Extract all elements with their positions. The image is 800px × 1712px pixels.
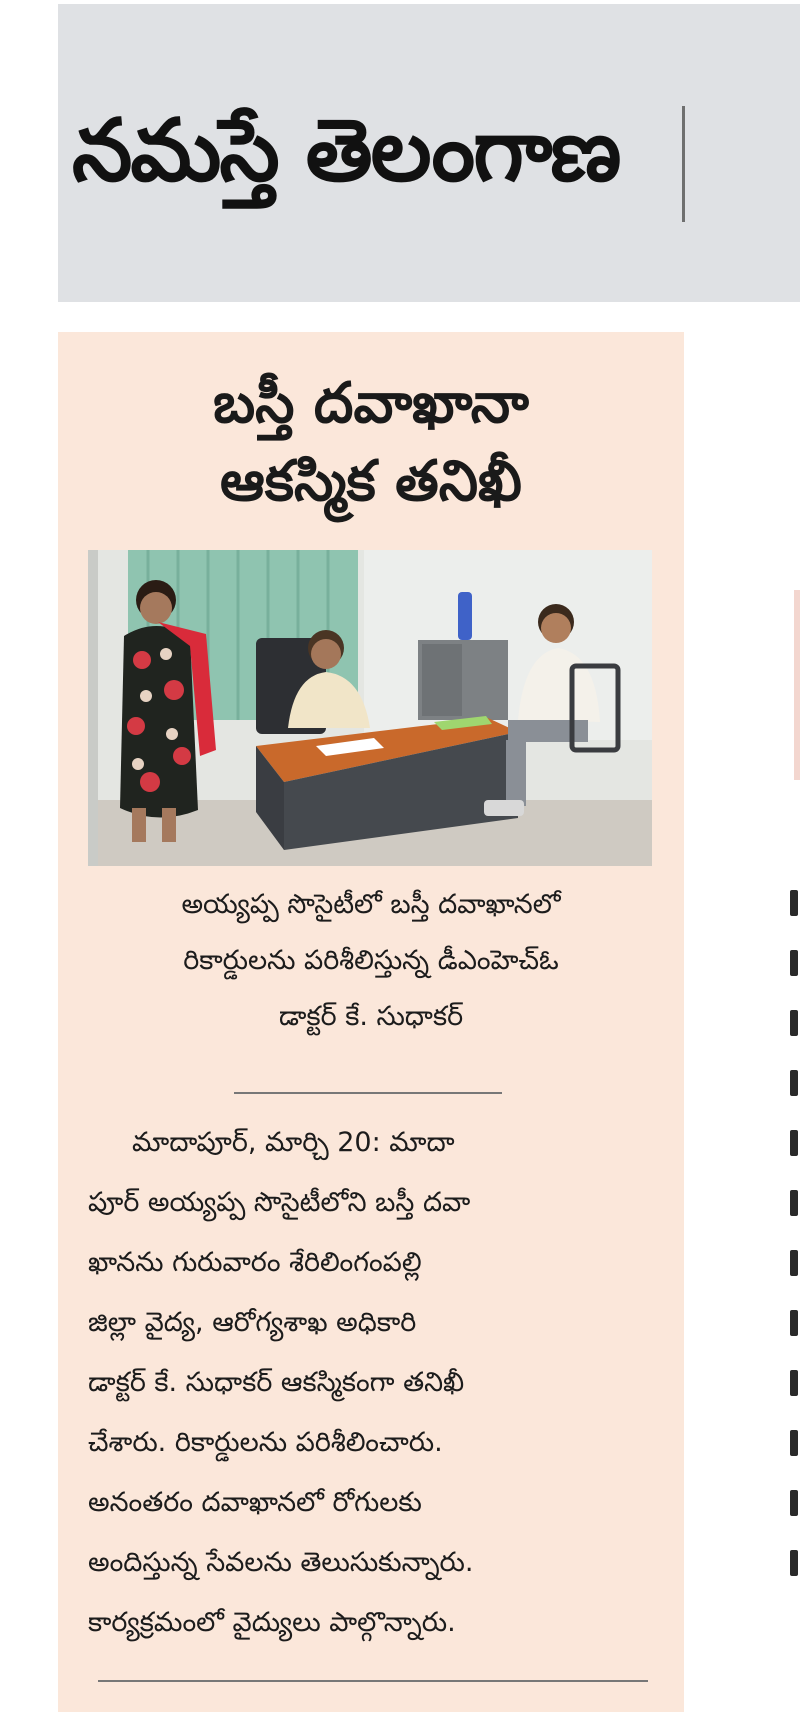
masthead-divider <box>682 106 685 222</box>
newspaper-title: నమస్తే తెలంగాణ <box>72 101 620 201</box>
body-line-3: ఖానను గురువారం శేరిలింగంపల్లి <box>88 1247 422 1278</box>
clinic-inspection-photo <box>88 550 652 866</box>
photo-caption-line-1: అయ్యప్ప సొసైటీలో బస్తీ దవాఖానలో <box>181 889 561 920</box>
article-photo <box>88 550 652 866</box>
headline-line-1: బస్తీ దవాఖానా <box>213 371 529 436</box>
body-line-4: జిల్లా వైద్య, ఆరోగ్యశాఖ అధికారి <box>88 1307 417 1338</box>
body-line-2: పూర్ అయ్యప్ప సొసైటీలోని బస్తీ దవా <box>88 1187 471 1218</box>
article-end-divider <box>98 1680 648 1682</box>
adjacent-column-accent <box>794 590 800 780</box>
headline-line-2: ఆకస్మిక తనిఖీ <box>220 449 522 514</box>
photo-caption-line-2: రికార్డులను పరిశీలిస్తున్న డీఎంహెచ్ఓ <box>183 945 559 976</box>
body-line-6: చేశారు. రికార్డులను పరిశీలించారు. <box>88 1427 443 1458</box>
body-line-7: అనంతరం దవాఖానలో రోగులకు <box>88 1487 422 1518</box>
body-line-5: డాక్టర్ కే. సుధాకర్ ఆకస్మికంగా తనిఖీ <box>88 1367 465 1398</box>
body-line-8: అందిస్తున్న సేవలను తెలుసుకున్నారు. <box>88 1547 474 1578</box>
caption-divider <box>234 1092 502 1094</box>
body-line-1: మాదాపూర్, మార్చి 20: మాదా <box>132 1127 455 1158</box>
body-line-9: కార్యక్రమంలో వైద్యులు పాల్గొన్నారు. <box>88 1607 456 1638</box>
photo-caption-line-3: డాక్టర్ కే. సుధాకర్ <box>278 1001 464 1032</box>
adjacent-column-cutoff <box>790 890 800 1670</box>
article-box <box>58 332 684 1712</box>
